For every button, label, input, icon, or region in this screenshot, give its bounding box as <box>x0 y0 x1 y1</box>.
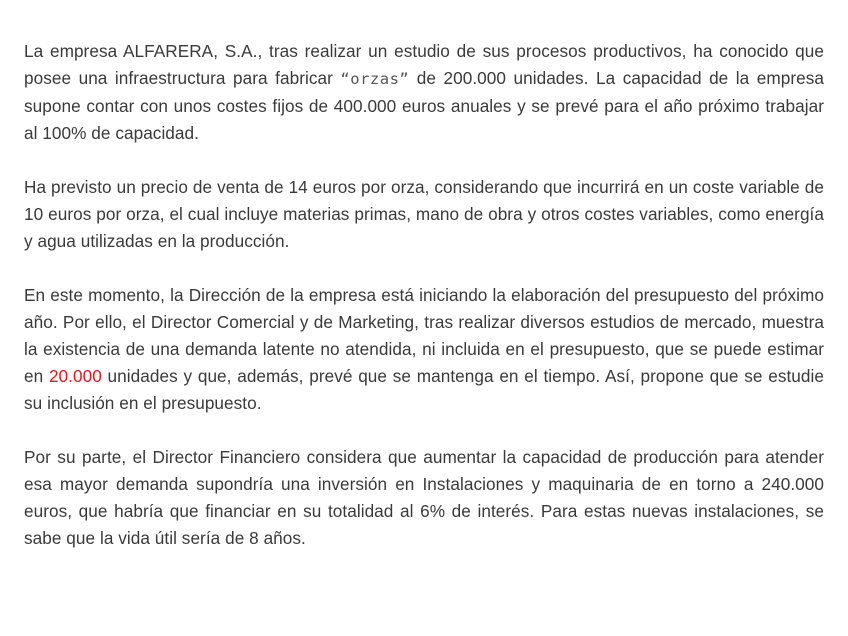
paragraph-1-text-end: de 200.000 unidades. La capacidad de la empresa supone contar con unos costes fijos de 400.000 euros anuales y se prevé para el año próximo trabajar al 100% de capacidad. <box>24 68 825 143</box>
paragraph-3-text-end: unidades y que, además, prevé que se mantenga en el tiempo. Así, propone que se estudie su inclusión en el presupuesto. <box>24 366 824 413</box>
paragraph-investment <box>24 444 824 552</box>
quote-close: ” <box>399 70 410 88</box>
highlighted-units-value: 20.000 <box>48 366 102 386</box>
paragraph-3-text-start: En este momento, la Dirección de la empresa está iniciando la elaboración del presupuesto del próximo año. Por ello, el Director Comercial y de Marketing, tras realizar diversos estudios de mercado, muestra la existencia de una demanda latente no atendida, ni incluida en el presupuesto, que se puede estimar en <box>24 285 824 386</box>
paragraph-2-text: Ha previsto un precio de venta de 14 euros por orza, considerando que incurrirá en un coste variable de 10 euros por orza, el cual incluye materias primas, mano de obra y otros costes variables, como energía y agua utilizadas en la producción. <box>24 177 824 251</box>
paragraph-1-text-start: La empresa ALFARERA, S.A., tras realizar un estudio de sus procesos productivos, ha conocido que posee una infraestructura para fabricar <box>24 41 824 88</box>
product-name-orzas: orzas <box>350 70 400 88</box>
paragraph-4-text: Por su parte, el Director Financiero considera que aumentar la capacidad de producción para atender esa mayor demanda supondría una inversión en Instalaciones y maquinaria de en torno a 240.000 euros, que habría que financiar en su totalidad al 6% de interés. Para estas nuevas instalaciones, se sabe que la vida útil sería de 8 años. <box>24 447 824 548</box>
paragraph-company-intro <box>24 38 824 147</box>
paragraph-pricing <box>24 174 824 255</box>
paragraph-demand <box>24 282 824 417</box>
quote-open: “ <box>340 70 351 88</box>
document-body <box>24 38 824 579</box>
